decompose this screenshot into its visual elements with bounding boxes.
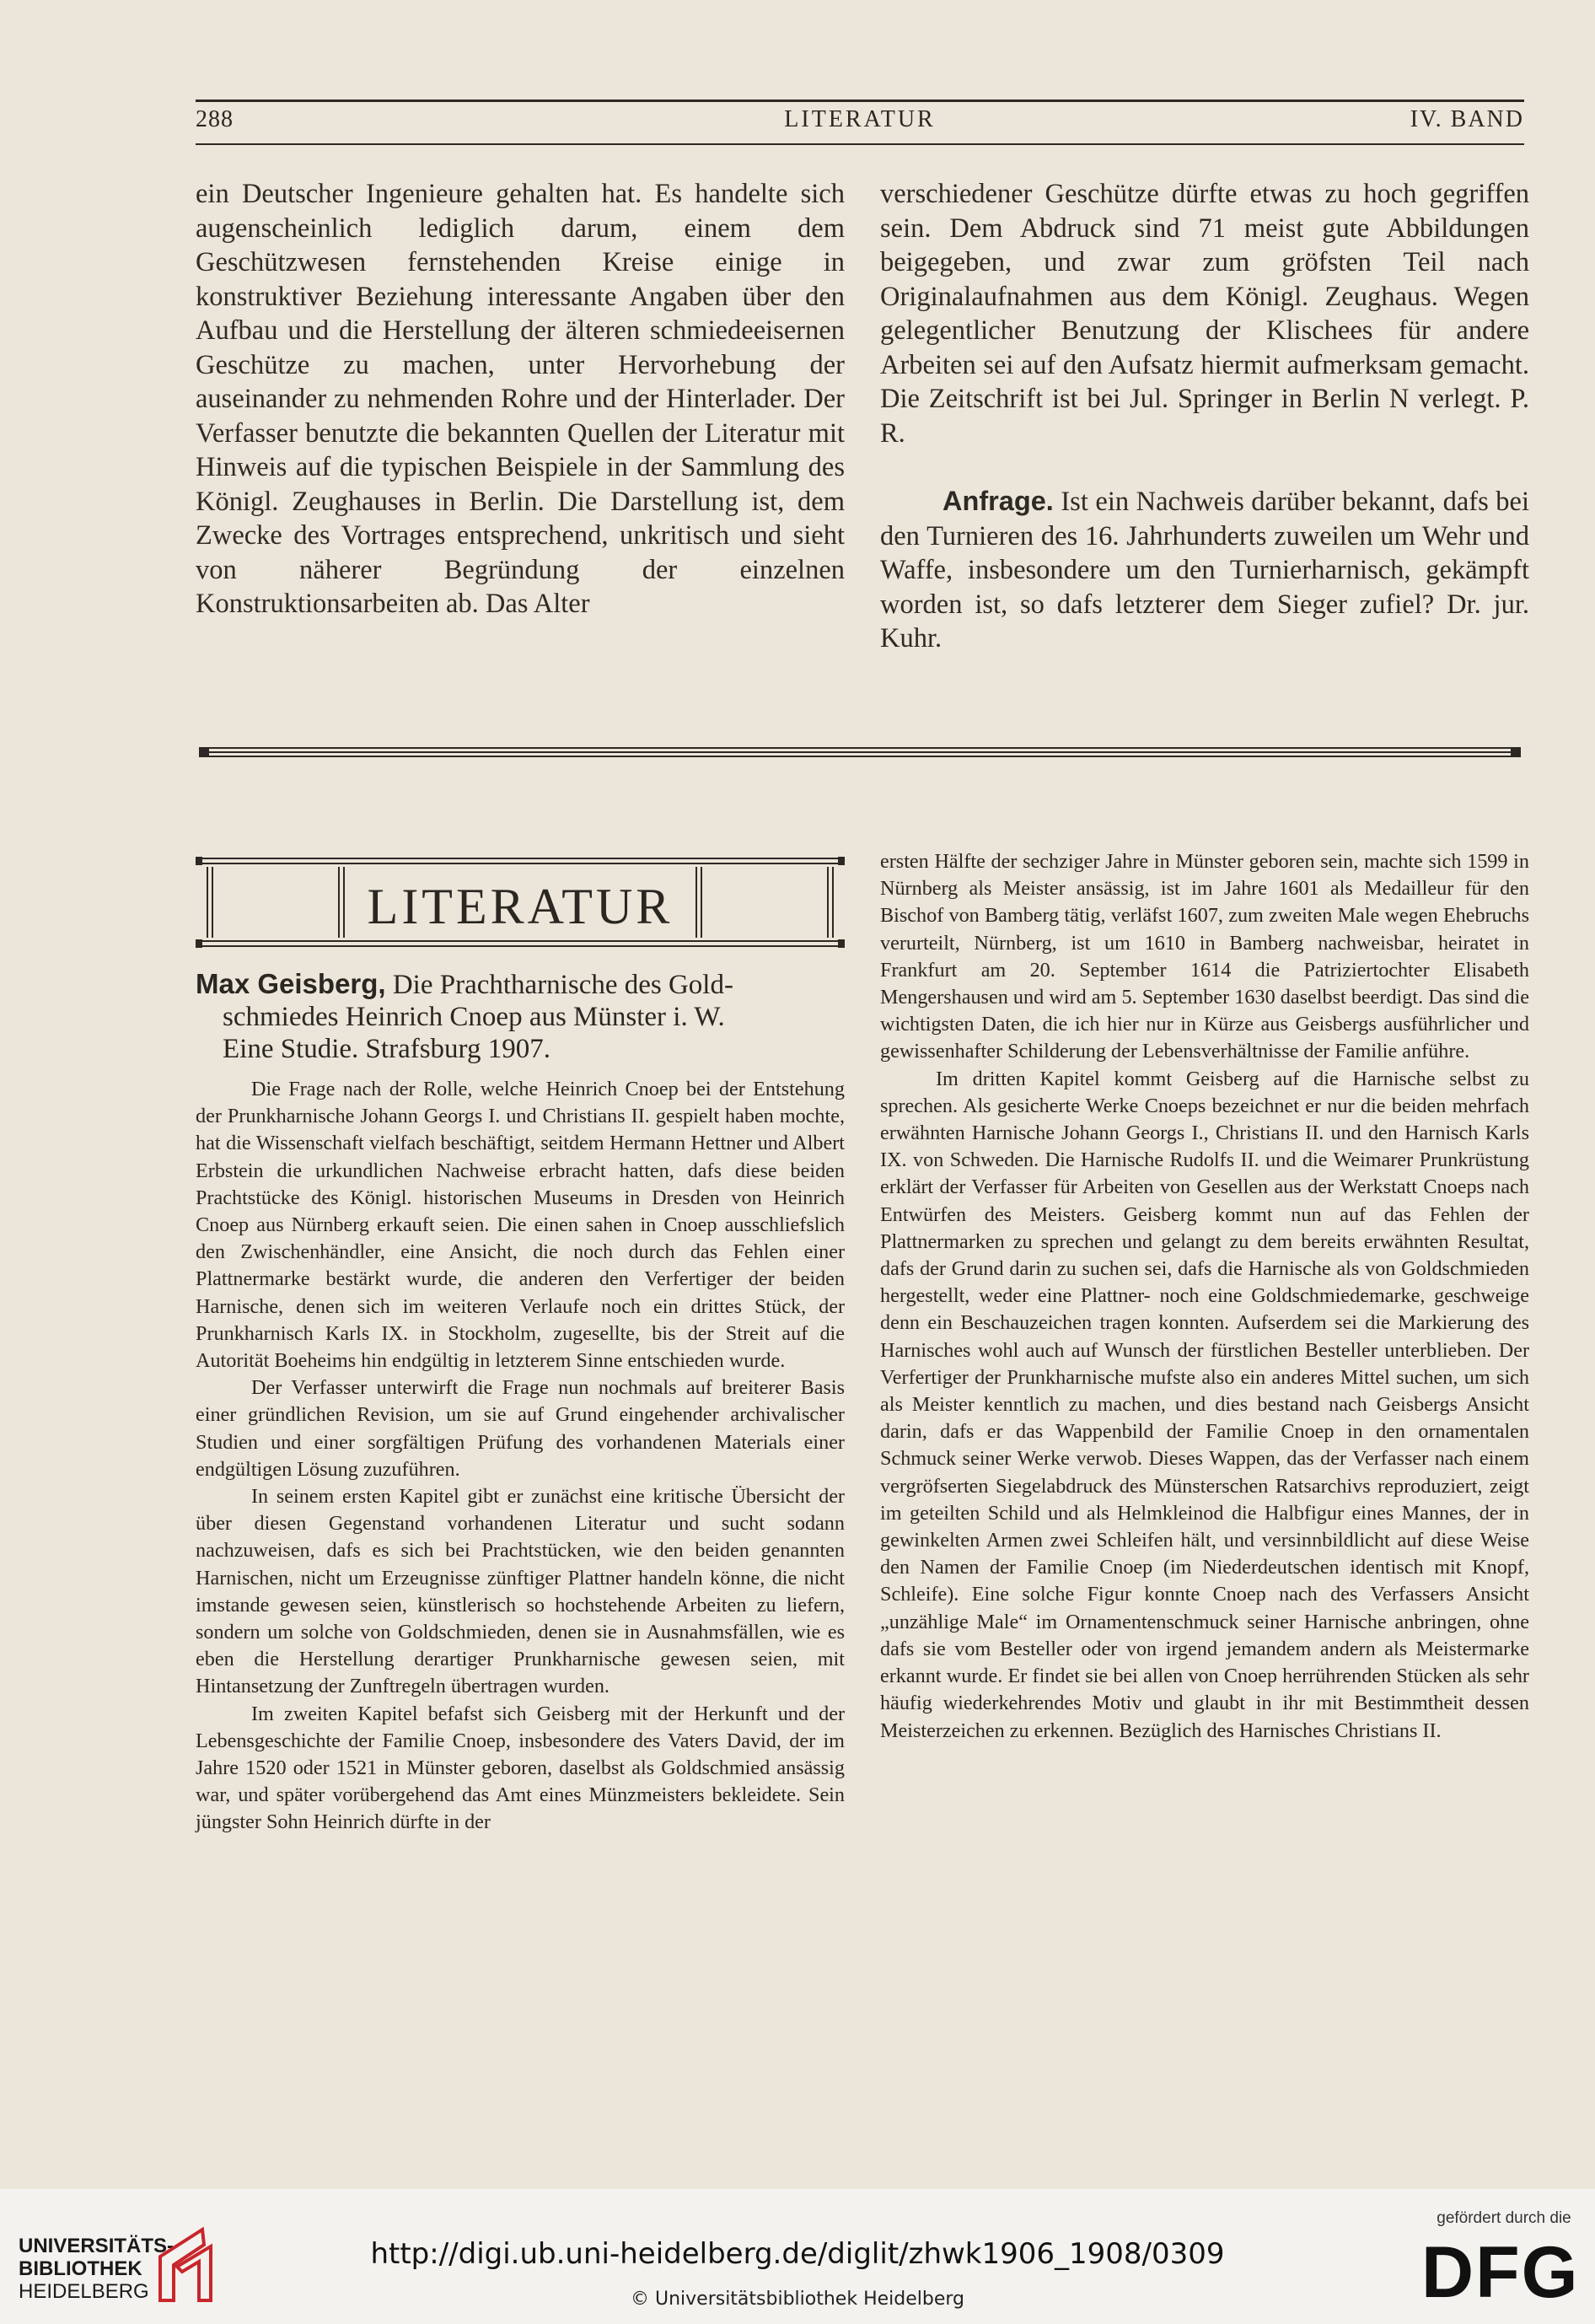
paragraph: Im dritten Kapitel kommt Geisberg auf die Harnische selbst zu sprechen. Als gesicherte Werke Cnoeps bezeichnet er nur die beiden mehrfach erwähnten Harnische Johann Georgs I., Christians II. und den Harnisch Karls IX. von Schweden. Die Harnische Rudolfs II. und die Weimarer Prunkrüstung erklärt der Verfasser für Arbeiten von Gesellen aus der Werkstatt Cnoeps nach Entwürfen des Meisters. Geisberg kommt nun auf das Fehlen der Plattnermarken zu sprechen und gelangt zu dem bereits erwähnten Resultat, dafs der Grund darin zu suchen sei, dafs die Harnische als von Goldschmieden hergestellt, weder eine Plattner- noch eine Goldschmiedemarke, geschweige denn ein Beschauzeichen tragen konnten. Aufserdem sei die Markierung des Harnisches wohl auch auf Wunsch der fürstlichen Besteller unterblieben. Der Verfertiger der Prunkharnische mufste also ein anderes Mittel suchen, um sich als Meister kenntlich zu machen, und dies bestand nach Geisbergs Ansicht darin, dafs er das Wappenbild der Familie Cnoep in den ornamentalen Schmuck seiner Werke verwob. Dieses Wappen, das der Verfasser nach einem vergröfserten Siegelabdruck des Münsterschen Ratsarchivs reproduziert, zeigt im geteilten Schild und als Helmkleinod die Halbfigur eines Mannes, der in gewinkelten Armen zwei Schleifen hält, und versinnbildlicht auf diese Weise den Namen der Familie Cnoep (im Niederdeutschen identisch mit Knopf, Schleife). Eine solche Figur konnte Cnoep nach des Verfassers Ansicht „unzählige Male“ im Ornamentenschmuck seiner Harnische anbringen, ohne dafs sie vom Besteller oder von irgend jemandem andern als Meistermarke erkannt wurde. Er findet sie bei allen von Cnoep herrührenden Stücken als sehr häufig wiederkehrendes Motiv und glaubt in ihr mit Bestimmtheit dessen Meisterzeichen zu erkennen. Bezüglich des Harnisches Christians II. (880, 1067, 1529, 1742)
library-line-1: UNIVERSITÄTS- (19, 2235, 175, 2257)
header-rule-top (196, 100, 1524, 102)
header-rule-bottom (196, 143, 1524, 145)
paragraph: verschiedener Geschütze dürfte etwas zu hoch gegriffen sein. Dem Abdruck sind 71 meist gute Abbildungen beigegeben, und zwar zum gröfsten Teil nach Originalaufnahmen aus dem Königl. Zeughaus. Wegen gelegentlicher Benutzung der Klischees für andere Arbeiten sei auf den Aufsatz hiermit aufmerksam gemacht. Die Zeitschrift ist bei Jul. Springer in Berlin N verlegt. P. R. (880, 179, 1529, 449)
query-paragraph (880, 484, 1529, 656)
dfg-logo: DFG (1421, 2232, 1580, 2313)
section-title: LITERATUR (367, 879, 674, 934)
paragraph: ein Deutscher Ingenieure gehalten hat. Es handelte sich augenscheinlich lediglich darum, einem dem Geschützwesen fernstehenden Kreise einige in konstruktiver Beziehung interessante Angaben über den Aufbau und die Herstellung der älteren schmiedeeisernen Geschütze zu machen, unter Hervorhebung der auseinander zu nehmenden Rohre und der Hinterlader. Der Verfasser benutzte die bekannten Quellen der Literatur mit Hinweis auf die typischen Beispiele in der Sammlung des Königl. Zeughauses in Berlin. Die Darstellung ist, dem Zwecke des Vortrages entsprechend, unkritisch und sieht von näherer Begründung der einzelnen Konstruktionsarbeiten ab. Das Alter (196, 179, 845, 619)
top-left-column (196, 177, 845, 621)
book-title-line-3: Eine Studie. Strafsburg 1907. (223, 1034, 550, 1064)
paragraph: In seinem ersten Kapitel gibt er zunächst eine kritische Übersicht der über diesen Gegenstand vorhandenen Literatur und sucht sodann nachzuweisen, dafs es sich bei Prachtstücken, wie den beiden genannten Harnischen, nicht um Erzeugnisse zünftiger Plattner handeln könne, die nicht imstande gewesen seien, künstlerisch so hochstehende Arbeiten zu liefern, sondern um solche von Goldschmieden, denen sie in Ausnahmsfällen, wie es eben die Herstellung derartiger Prunkharnische gewesen seien, mit Hintansetzung der Zunftregeln übertragen wurden. (196, 1485, 845, 1698)
library-line-2: BIBLIOTHEK (19, 2257, 142, 2280)
paragraph: Die Frage nach der Rolle, welche Heinrich Cnoep bei der Entstehung der Prunkharnische Johann Georgs I. und Christians II. gespielt haben mochte, hat die Wissenschaft vielfach beschäftigt, seitdem Hermann Hettner und Albert Erbstein die urkundlichen Nachweise erbracht hatten, dafs diese beiden Prachtstücke des Königl. historischen Museums in Dresden von Heinrich Cnoep aus Nürnberg erkauft seien. Die einen sahen in Cnoep ausschliefslich den Zwischenhändler, eine Ansicht, die noch durch das Fehlen einer Plattnermarke bestärkt wurde, die anderen den Verfertiger der beiden Harnische, denen sich im weiteren Verlaufe noch ein drittes Stück, der Prunkharnisch Karls IX. in Stockholm, zugesellte, bis der Streit auf die Autorität Boeheims hin endgültig in letzterem Sinne entschieden wurde. (196, 1078, 845, 1373)
query-text: Ist ein Nachweis darüber bekannt, dafs bei den Turnieren des 16. Jahrhunderts zuweilen um Wehr und Waffe, insbesondere um den Turnierharnisch, gekämpft worden ist, so dafs letzterer dem Sieger zufiel? Dr. jur. Kuhr. (880, 487, 1529, 654)
permalink-url[interactable]: http://digi.ub.uni-heidelberg.de/diglit/zhwk1906_1908/0309 (370, 2237, 1225, 2271)
literatur-title-box (196, 852, 845, 953)
running-header (196, 106, 1524, 140)
book-title-line-2: schmiedes Heinrich Cnoep aus Münster i. W. (223, 1002, 725, 1032)
page-number: 288 (196, 106, 234, 132)
review-right-column (880, 848, 1529, 1745)
header-title: LITERATUR (784, 106, 936, 132)
paragraph: Der Verfasser unterwirft die Frage nun nochmals auf breiterer Basis einer gründlichen Revision, um sie auf Grund eingehender archivalischer Studien und einer sorgfältigen Prüfung des vorhandenen Materials einer endgültigen Lösung zuzuführen. (196, 1376, 845, 1481)
funding-note: gefördert durch die (1437, 2209, 1571, 2227)
top-right-column (880, 177, 1529, 656)
paragraph: Im zweiten Kapitel befafst sich Geisberg mit der Herkunft und der Lebensgeschichte der Familie Cnoep, insbesondere des Vaters David, der im Jahre 1520 oder 1521 in Münster geboren, daselbst als Goldschmied ansässig war, und später vorübergehend das Amt eines Münzmeisters bekleidete. Sein jüngster Sohn Heinrich dürfte in der (196, 1702, 845, 1834)
library-line-3: HEIDELBERG (19, 2280, 149, 2303)
bibliography-entry (196, 968, 845, 1065)
book-title-line-1: Die Prachtharnische des Gold- (385, 970, 733, 1000)
paragraph: ersten Hälfte der sechziger Jahre in Münster geboren sein, machte sich 1599 in Nürnberg als Meister ansässig, ist im Jahre 1601 als Medailleur für den Bischof von Bamberg tätig, verläfst 1607, zum zweiten Male wegen Ehebruchs verurteilt, Nürnberg, ist um 1610 in Bamberg nachweisbar, heiratet in Frankfurt am 20. September 1614 die Patriziertochter Elisabeth Mengershausen und wird am 5. September 1630 daselbst beerdigt. Das sind die wichtigsten Daten, die ich hier nur in Kürze aus Geisbergs ausführlicher und gewissenhafter Schilderung der Lebensverhältnisse der Familie anführe. (880, 850, 1529, 1063)
query-label: Anfrage. (943, 486, 1054, 516)
copyright-notice: © Universitätsbibliothek Heidelberg (630, 2289, 964, 2310)
review-left-column (196, 1076, 845, 1837)
section-separator (199, 742, 1521, 762)
header-volume: IV. BAND (1410, 106, 1524, 132)
author-name: Max Geisberg, (196, 968, 386, 999)
